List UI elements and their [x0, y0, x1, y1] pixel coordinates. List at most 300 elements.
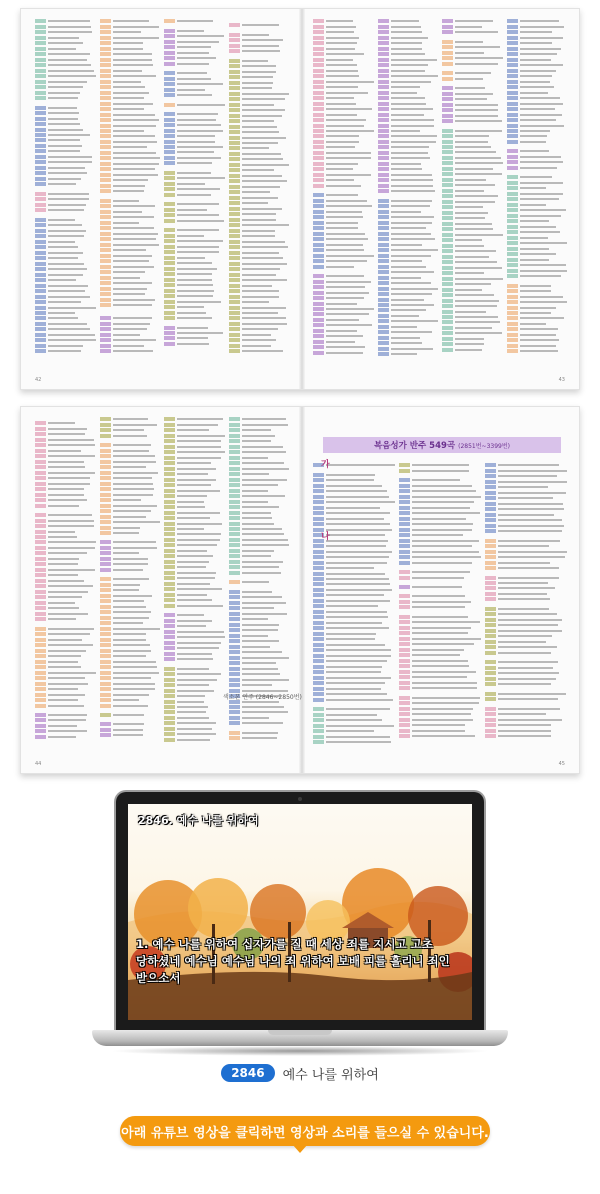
index-entry — [35, 735, 96, 740]
index-entry — [35, 322, 96, 327]
index-entry — [100, 665, 161, 670]
index-entry — [35, 498, 96, 503]
index-entry — [313, 41, 374, 46]
index-entry — [399, 723, 481, 728]
index-entry — [313, 162, 374, 167]
index-entry — [442, 227, 503, 232]
index-entry — [164, 45, 225, 50]
index-entry — [313, 248, 374, 253]
index-entry — [507, 155, 568, 160]
index-entry — [485, 586, 567, 591]
index-entry — [100, 577, 161, 582]
index-entry — [164, 87, 225, 92]
index-entry — [442, 30, 503, 35]
index-entry — [229, 477, 290, 482]
index-entry — [35, 30, 96, 35]
index-entry — [100, 687, 161, 692]
index-entry — [378, 41, 439, 46]
index-entry — [35, 465, 96, 470]
index-entry — [313, 681, 395, 686]
index-entry — [485, 717, 567, 722]
index-entry — [399, 555, 481, 560]
index-entry — [442, 282, 503, 287]
index-entry — [313, 577, 395, 582]
index-entry — [399, 695, 481, 700]
index-entry — [35, 79, 96, 84]
index-entry — [35, 333, 96, 338]
index-entry — [100, 112, 161, 117]
lyric-line: 받으소서 — [136, 971, 181, 985]
index-entry — [507, 224, 568, 229]
index-entry — [164, 310, 225, 315]
index-entry — [313, 648, 395, 653]
index-entry — [229, 300, 290, 305]
index-entry — [485, 560, 567, 565]
index-entry — [100, 199, 161, 204]
index-entry — [378, 63, 439, 68]
index-entry — [164, 716, 225, 721]
index-entry — [229, 43, 290, 48]
index-entry — [100, 525, 161, 530]
index-entry — [378, 173, 439, 178]
index-entry — [164, 565, 225, 570]
index-entry — [313, 199, 374, 204]
index-entry — [442, 194, 503, 199]
index-entry — [100, 327, 161, 332]
index-entry — [313, 718, 395, 723]
index-entry — [399, 706, 481, 711]
index-entry — [100, 476, 161, 481]
index-entry — [507, 305, 568, 310]
index-entry — [100, 654, 161, 659]
index-entry — [164, 193, 225, 198]
index-entry — [442, 86, 503, 91]
index-entry — [378, 199, 439, 204]
index-entry — [313, 351, 374, 356]
index-entry — [313, 712, 395, 717]
index-entry — [229, 655, 290, 660]
index-entry — [100, 470, 161, 475]
index-column — [442, 19, 503, 369]
index-entry — [229, 472, 290, 477]
index-entry — [100, 621, 161, 626]
index-entry — [313, 259, 374, 264]
index-entry — [100, 632, 161, 637]
index-entry — [313, 253, 374, 258]
index-entry — [378, 259, 439, 264]
index-entry — [507, 134, 568, 139]
index-entry — [35, 192, 96, 197]
index-entry — [35, 300, 96, 305]
index-entry — [313, 52, 374, 57]
index-entry — [164, 560, 225, 565]
index-entry — [399, 570, 481, 575]
index-entry — [313, 220, 374, 225]
page-number-right: 43 — [558, 377, 565, 383]
index-entry — [164, 461, 225, 466]
index-entry — [229, 488, 290, 493]
index-entry — [229, 617, 290, 622]
index-entry — [35, 349, 96, 354]
index-entry — [35, 289, 96, 294]
index-entry — [399, 594, 481, 599]
index-entry — [313, 549, 395, 554]
index-entry — [35, 595, 96, 600]
index-entry — [164, 505, 225, 510]
page-number-left: 44 — [35, 761, 42, 767]
index-entry — [313, 621, 395, 626]
index-entry — [35, 573, 96, 578]
index-entry — [313, 697, 395, 702]
index-entry — [313, 193, 374, 198]
index-entry — [485, 581, 567, 586]
index-entry — [313, 632, 395, 637]
index-entry — [399, 500, 481, 505]
index-entry — [164, 488, 225, 493]
index-entry — [229, 64, 290, 69]
index-entry — [229, 601, 290, 606]
index-entry — [378, 330, 439, 335]
index-entry — [399, 615, 481, 620]
index-entry — [229, 267, 290, 272]
index-entry — [313, 123, 374, 128]
index-entry — [485, 485, 567, 490]
index-entry — [100, 46, 161, 51]
index-entry — [229, 113, 290, 118]
index-entry — [507, 213, 568, 218]
index-entry — [100, 594, 161, 599]
index-entry — [378, 107, 439, 112]
index-entry — [399, 717, 481, 722]
section-heading-na: 나 — [321, 532, 330, 542]
index-entry — [229, 571, 290, 576]
index-entry — [164, 219, 225, 224]
index-entry — [229, 672, 290, 677]
index-entry — [313, 599, 395, 604]
index-entry — [100, 643, 161, 648]
index-entry — [229, 428, 290, 433]
index-entry — [485, 474, 567, 479]
index-entry — [100, 184, 161, 189]
index-entry — [35, 703, 96, 708]
index-entry — [485, 468, 567, 473]
index-entry — [35, 617, 96, 622]
index-entry — [313, 151, 374, 156]
index-entry — [35, 654, 96, 659]
index-entry — [35, 687, 96, 692]
index-entry — [442, 50, 503, 55]
index-entry — [100, 333, 161, 338]
index-entry — [313, 489, 395, 494]
index-entry — [229, 316, 290, 321]
index-entry — [164, 277, 225, 282]
index-entry — [442, 119, 503, 124]
index-column — [229, 417, 290, 753]
index-entry — [229, 272, 290, 277]
index-entry — [313, 215, 374, 220]
index-entry — [35, 116, 96, 121]
index-entry — [164, 699, 225, 704]
index-entry — [485, 697, 567, 702]
index-entry — [100, 487, 161, 492]
index-entry — [35, 692, 96, 697]
index-entry — [164, 283, 225, 288]
index-entry — [229, 450, 290, 455]
index-entry — [485, 463, 567, 468]
index-entry — [485, 723, 567, 728]
index-entry — [229, 234, 290, 239]
index-entry — [164, 466, 225, 471]
index-entry — [229, 146, 290, 151]
index-entry — [229, 705, 290, 710]
index-entry — [35, 234, 96, 239]
index-column — [35, 19, 96, 369]
index-entry — [164, 593, 225, 598]
index-entry — [164, 123, 225, 128]
index-entry — [378, 123, 439, 128]
index-entry — [35, 338, 96, 343]
index-entry — [35, 546, 96, 551]
index-entry — [313, 85, 374, 90]
index-entry — [399, 494, 481, 499]
index-entry — [485, 645, 567, 650]
index-entry — [35, 518, 96, 523]
index-entry — [378, 184, 439, 189]
index-entry — [164, 587, 225, 592]
index-entry — [399, 620, 481, 625]
index-entry — [164, 34, 225, 39]
index-entry — [164, 635, 225, 640]
index-entry — [35, 718, 96, 723]
index-entry — [229, 256, 290, 261]
index-entry — [164, 288, 225, 293]
index-entry — [35, 133, 96, 138]
index-entry — [229, 538, 290, 543]
index-entry — [378, 151, 439, 156]
index-entry — [164, 228, 225, 233]
index-entry — [507, 241, 568, 246]
index-entry — [378, 215, 439, 220]
index-entry — [229, 38, 290, 43]
index-entry — [164, 244, 225, 249]
index-entry — [399, 680, 481, 685]
index-entry — [100, 316, 161, 321]
index-entry — [442, 337, 503, 342]
index-entry — [378, 112, 439, 117]
index-entry — [164, 618, 225, 623]
index-entry — [100, 417, 161, 422]
index-entry — [35, 590, 96, 595]
index-entry — [442, 61, 503, 66]
index-column — [399, 463, 481, 753]
index-entry — [100, 605, 161, 610]
index-entry — [35, 46, 96, 51]
index-entry — [442, 97, 503, 102]
index-entry — [399, 664, 481, 669]
index-entry — [229, 196, 290, 201]
video-title: 2846. 예수 나를 위하여 — [138, 814, 259, 827]
video-screen[interactable] — [128, 804, 472, 1020]
index-entry — [507, 327, 568, 332]
index-entry — [313, 345, 374, 350]
index-entry — [507, 35, 568, 40]
index-entry — [100, 692, 161, 697]
index-entry — [313, 555, 395, 560]
index-entry — [442, 71, 503, 76]
index-entry — [100, 57, 161, 62]
video-caption — [0, 1062, 600, 1084]
index-entry — [507, 300, 568, 305]
index-entry — [164, 651, 225, 656]
index-entry — [378, 292, 439, 297]
index-entry — [378, 68, 439, 73]
index-entry — [313, 483, 395, 488]
index-entry — [100, 286, 161, 291]
index-entry — [313, 329, 374, 334]
index-entry — [35, 63, 96, 68]
index-entry — [35, 57, 96, 62]
index-entry — [35, 90, 96, 95]
index-entry — [35, 223, 96, 228]
index-entry — [229, 554, 290, 559]
index-entry — [229, 80, 290, 85]
index-entry — [313, 566, 395, 571]
index-entry — [100, 681, 161, 686]
index-entry — [164, 145, 225, 150]
book-spread-2 — [20, 406, 580, 774]
index-entry — [164, 499, 225, 504]
index-entry — [485, 544, 567, 549]
index-entry — [399, 659, 481, 664]
index-entry — [100, 626, 161, 631]
index-column — [100, 19, 161, 369]
index-entry — [313, 318, 374, 323]
index-entry — [164, 128, 225, 133]
index-entry — [35, 432, 96, 437]
index-entry — [442, 348, 503, 353]
index-entry — [100, 189, 161, 194]
index-entry — [378, 226, 439, 231]
index-entry — [100, 610, 161, 615]
index-entry — [507, 24, 568, 29]
index-entry — [229, 311, 290, 316]
index-entry — [100, 588, 161, 593]
index-entry — [35, 443, 96, 448]
index-entry — [229, 49, 290, 54]
index-entry — [378, 118, 439, 123]
index-entry — [100, 101, 161, 106]
index-entry — [100, 270, 161, 275]
index-entry — [100, 433, 161, 438]
index-entry — [164, 483, 225, 488]
index-entry — [313, 90, 374, 95]
book-page-43 — [313, 19, 571, 369]
index-entry — [313, 571, 395, 576]
index-entry — [313, 237, 374, 242]
index-entry — [229, 190, 290, 195]
index-entry — [35, 557, 96, 562]
index-entry — [35, 228, 96, 233]
index-entry — [229, 644, 290, 649]
index-entry — [229, 130, 290, 135]
index-entry — [229, 422, 290, 427]
index-entry — [313, 68, 374, 73]
index-entry — [378, 341, 439, 346]
index-entry — [313, 659, 395, 664]
index-entry — [229, 278, 290, 283]
index-entry — [399, 483, 481, 488]
index-entry — [229, 212, 290, 217]
laptop-video-player[interactable] — [0, 782, 600, 1102]
index-entry — [35, 171, 96, 176]
index-entry — [164, 433, 225, 438]
index-entry — [442, 39, 503, 44]
index-entry — [164, 538, 225, 543]
banner-range: (2851번~3399번) — [458, 442, 510, 450]
index-entry — [313, 140, 374, 145]
index-entry — [229, 650, 290, 655]
index-entry — [100, 85, 161, 90]
index-entry — [378, 231, 439, 236]
index-entry — [399, 549, 481, 554]
index-entry — [229, 455, 290, 460]
index-entry — [229, 58, 290, 63]
index-entry — [35, 503, 96, 508]
index-entry — [399, 701, 481, 706]
callout-pointer — [292, 1144, 308, 1153]
index-entry — [229, 75, 290, 80]
index-entry — [313, 615, 395, 620]
index-entry — [100, 237, 161, 242]
index-entry — [485, 734, 567, 739]
index-entry — [507, 166, 568, 171]
index-column — [313, 463, 395, 753]
index-entry — [35, 250, 96, 255]
index-entry — [313, 610, 395, 615]
index-entry — [399, 712, 481, 717]
index-entry — [100, 722, 161, 727]
index-entry — [164, 102, 225, 107]
index-entry — [100, 129, 161, 134]
index-entry — [35, 144, 96, 149]
index-entry — [378, 156, 439, 161]
index-entry — [164, 477, 225, 482]
index-entry — [164, 202, 225, 207]
index-entry — [164, 266, 225, 271]
index-entry — [35, 579, 96, 584]
index-entry — [164, 516, 225, 521]
index-entry — [399, 544, 481, 549]
index-entry — [485, 665, 567, 670]
page-number-left: 42 — [35, 377, 42, 383]
index-entry — [313, 57, 374, 62]
index-entry — [313, 593, 395, 598]
index-entry — [442, 205, 503, 210]
index-entry — [35, 513, 96, 518]
index-entry — [378, 19, 439, 24]
index-entry — [313, 35, 374, 40]
index-entry — [229, 239, 290, 244]
index-entry — [313, 145, 374, 150]
index-entry — [100, 35, 161, 40]
index-entry — [164, 527, 225, 532]
index-entry — [485, 592, 567, 597]
hymn-number-badge: 2846 — [221, 1064, 274, 1082]
index-entry — [35, 166, 96, 171]
index-entry — [507, 79, 568, 84]
index-entry — [313, 664, 395, 669]
index-entry — [100, 637, 161, 642]
